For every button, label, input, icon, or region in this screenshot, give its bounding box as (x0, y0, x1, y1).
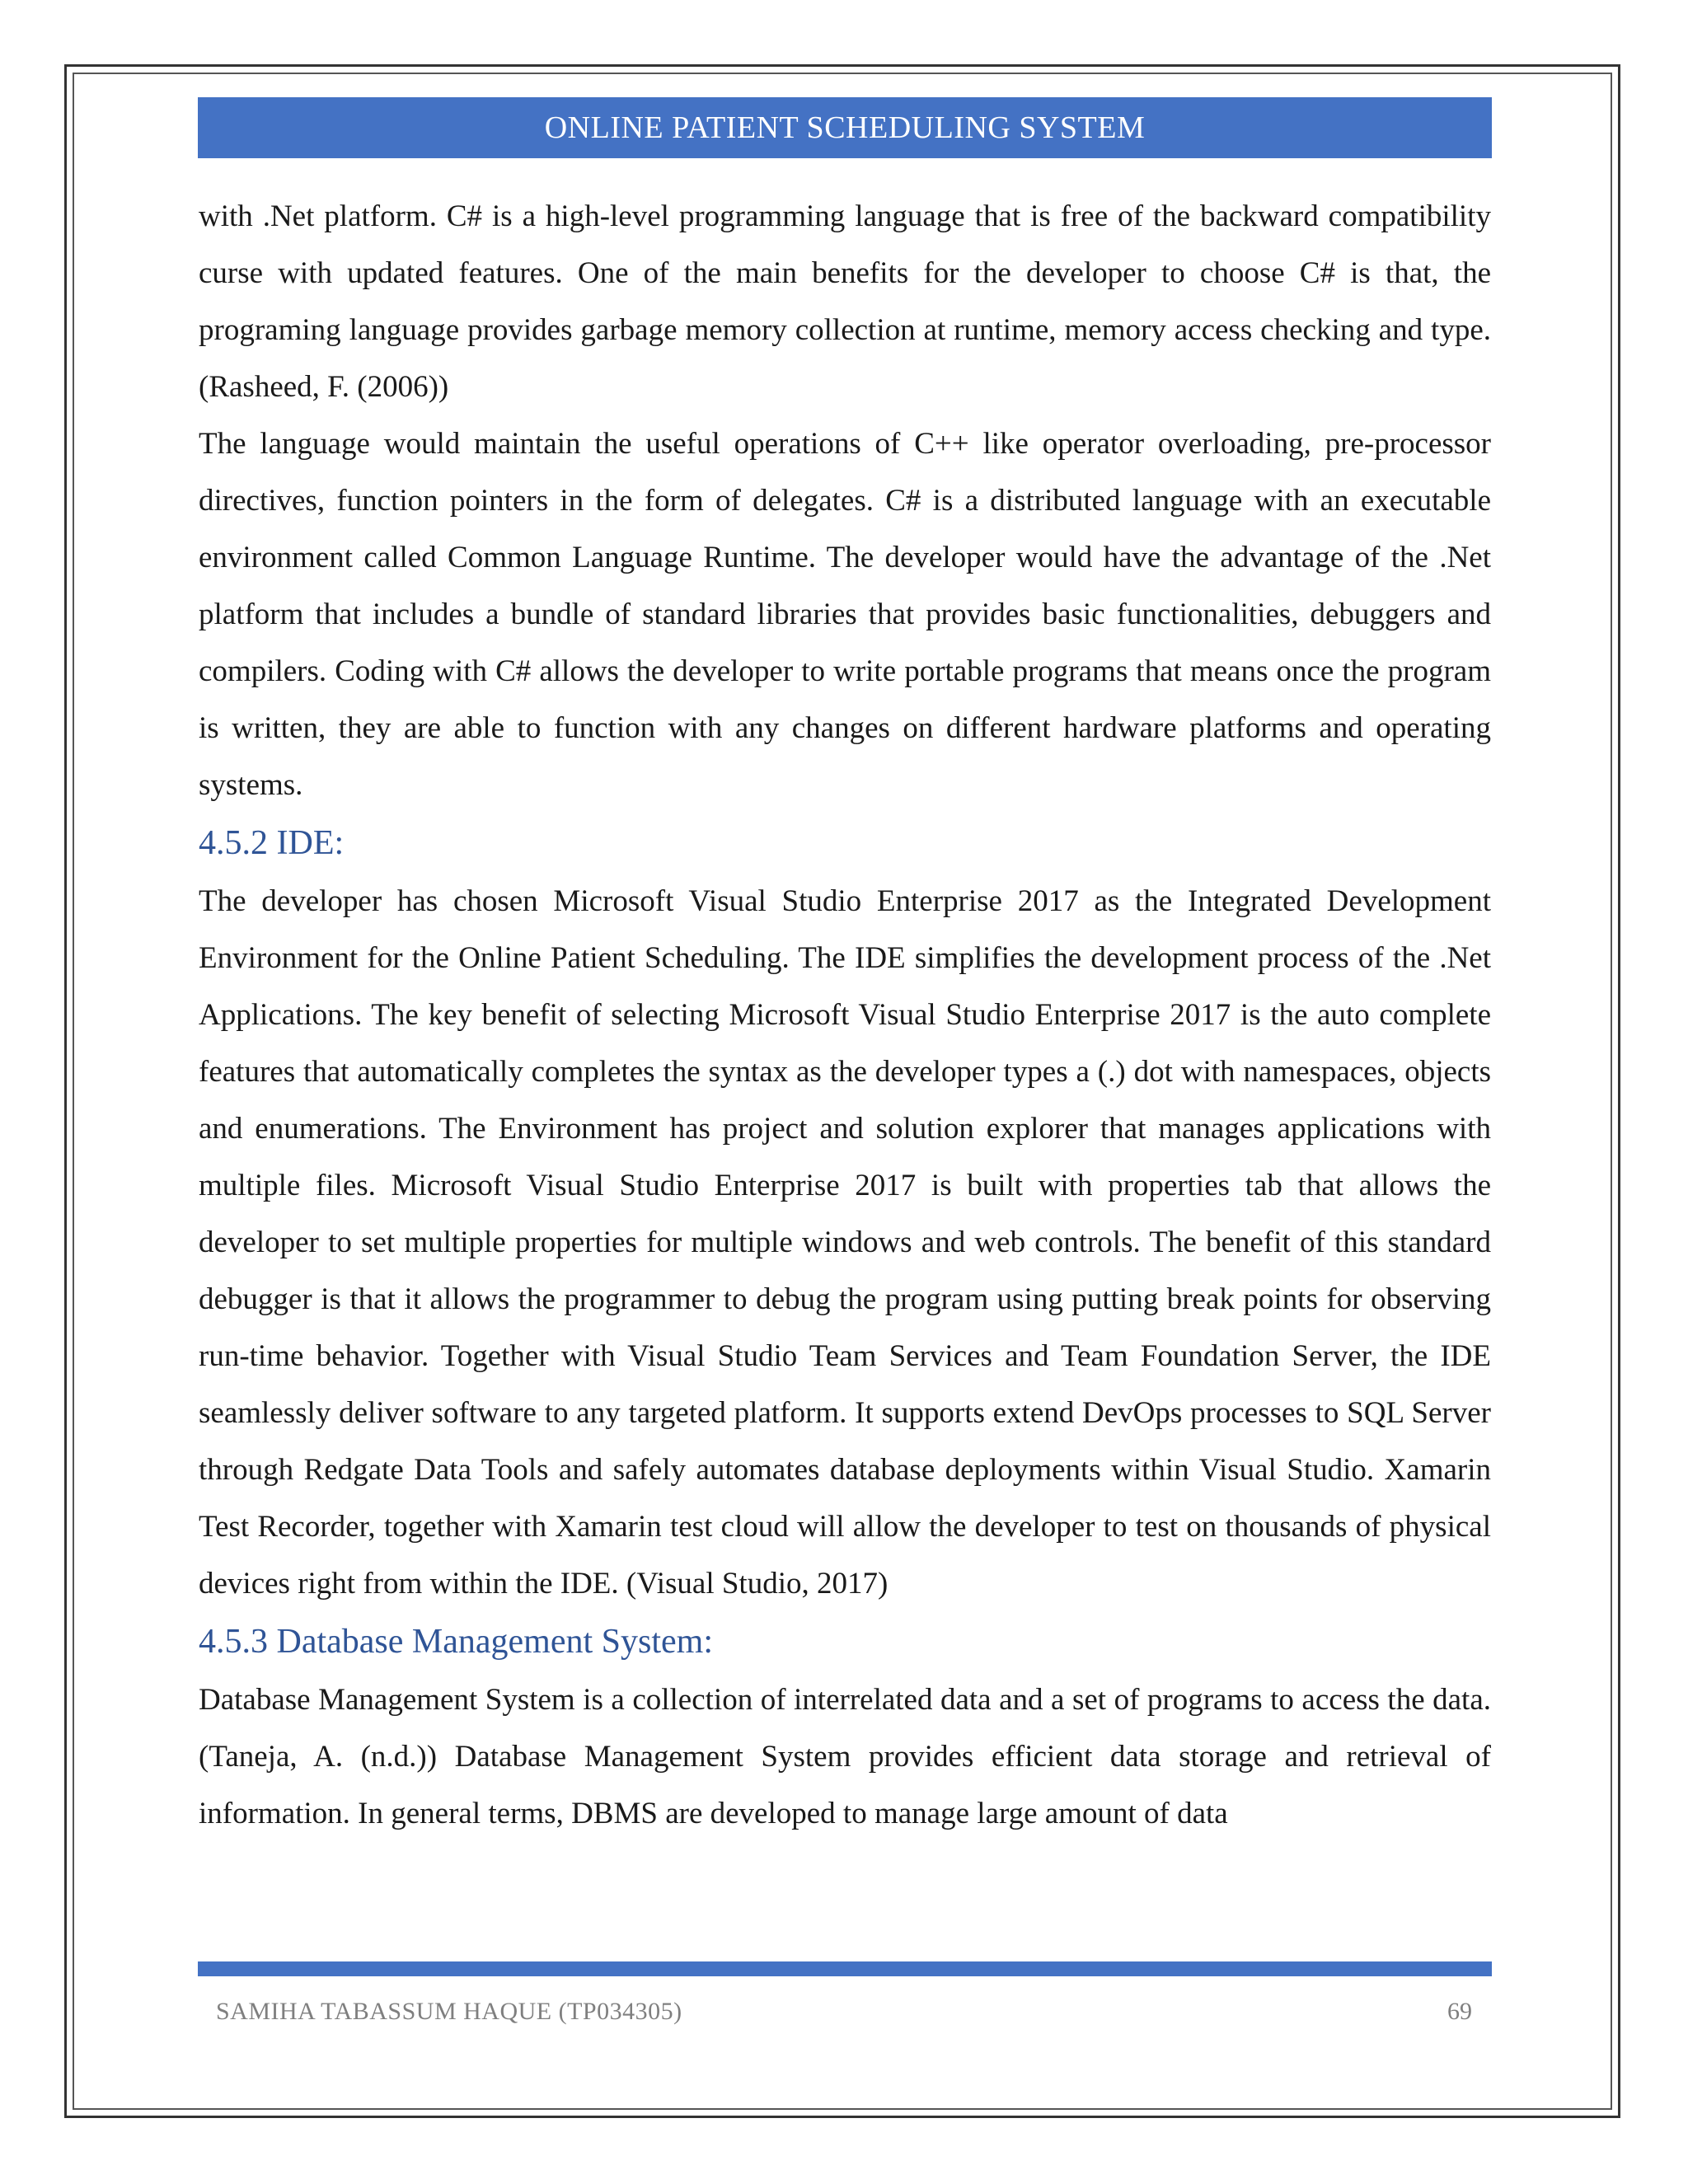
paragraph-dbms: Database Management System is a collection of interrelated data and a set of programs to access the data. (Taneja, A. (n.d.)) Database Management System provides efficient data storage and retrieval of information. In general terms, DBMS are developed to manage large amount of data (199, 1683, 1491, 1830)
footer-rule (198, 1961, 1492, 1976)
page-number: 69 (1447, 1998, 1472, 2025)
paragraph-csharp-language: The language would maintain the useful operations of C++ like operator overloading, pre-processor directives, function pointers in the form of delegates. C# is a distributed language with an executable environment called Common Language Runtime. The developer would have the advantage of the .Net platform that includes a bundle of standard libraries that provides basic functionalities, debuggers and compilers. Coding with C# allows the developer to write portable programs that means once the program is written, they are able to function with any changes on different hardware platforms and operating systems. (199, 427, 1491, 802)
running-header: ONLINE PATIENT SCHEDULING SYSTEM (198, 97, 1492, 158)
footer-author: SAMIHA TABASSUM HAQUE (TP034305) (216, 1998, 682, 2025)
paragraph-ide: The developer has chosen Microsoft Visual Studio Enterprise 2017 as the Integrated Development Environment for the Online Patient Scheduling. The IDE simplifies the development process of the .Net Applications. The key benefit of selecting Microsoft Visual Studio Enterprise 2017 is the auto complete features that automatically completes the syntax as the developer types a (.) dot with namespaces, objects and enumerations. The Environment has project and solution explorer that manages applications with multiple files. Microsoft Visual Studio Enterprise 2017 is built with properties tab that allows the developer to set multiple properties for multiple windows and web controls. The benefit of this standard debugger is that it allows the programmer to debug the program using putting break points for observing run-time behavior. Together with Visual Studio Team Services and Team Foundation Server, the IDE seamlessly deliver software to any targeted platform. It supports extend DevOps processes to SQL Server through Redgate Data Tools and safely automates database deployments within Visual Studio. Xamarin Test Recorder, together with Xamarin test cloud will allow the developer to test on thousands of physical devices right from within the IDE. (Visual Studio, 2017) (199, 884, 1491, 1601)
section-heading-dbms: 4.5.3 Database Management System: (199, 1623, 714, 1661)
section-heading-ide: 4.5.2 IDE: (199, 824, 345, 862)
page-body (199, 188, 1491, 1842)
paragraph-csharp-benefits: with .Net platform. C# is a high-level programming language that is free of the backward compatibility curse with updated features. One of the main benefits for the developer to choose C# is that, the programing language provides garbage memory collection at runtime, memory access checking and type. (Rasheed, F. (2006)) (199, 199, 1491, 404)
